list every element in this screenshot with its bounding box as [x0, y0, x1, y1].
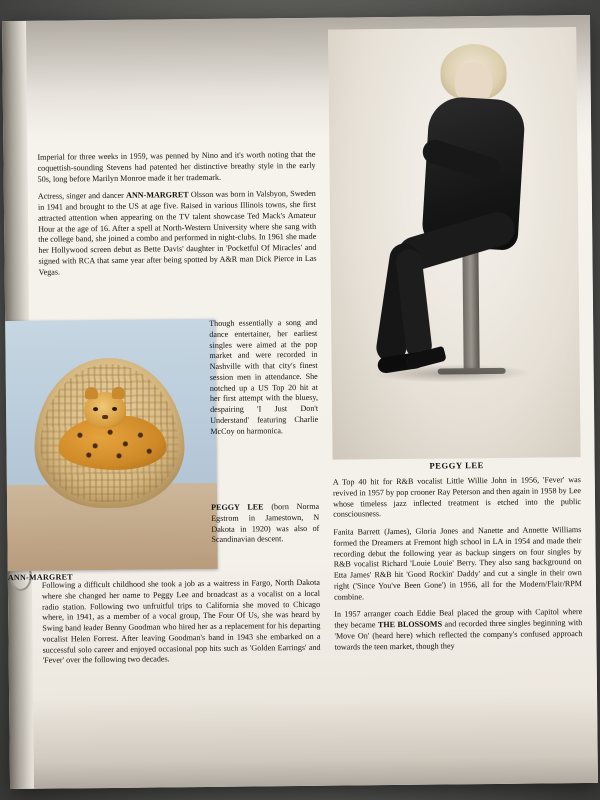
cheetah-nose [102, 415, 108, 419]
paragraph-imperial: Imperial for three weeks in 1959, was penned by Nino and it's worth noting that the coquettish-sounding Stevens had patented her distinctive breathy style in the early 50s, long before Marilyn Monroe made it her trademark. [37, 149, 316, 184]
paragraph-peggy-lee-intro: PEGGY LEE (born Norma Egstrom in Jamestown, N Dakota in 1920) was also of Scandinavian descent. [211, 501, 320, 545]
photo-shadow [372, 364, 532, 384]
paragraph-blossoms: In 1957 arranger coach Eddie Beal placed the group with Capitol where they became THE BLOSSOMS and recorded three singles beginning with 'Move On' (heard here) which reflected the company's confused approach towards the teen market, though they [334, 607, 583, 652]
photo-ann-margret [5, 319, 218, 571]
paragraph-peggy-lee-career: Following a difficult childhood she took a job as a waitress in Fargo, North Dakota where she changed her name to Peggy Lee and broadcast as a vocalist on a local radio station. Following two unfruitful trips to California she moved to Chicago where, in 1941, as a member of a vocal group, The Four Of Us, she was heard by Swing band leader Benny Goodman who hired her as a replacement for his departing vocalist Helen Forrest. After leaving Goodman's band in 1943 she embarked on a successful solo career and enjoyed occasional pop hits such as 'Golden Earrings' and 'Fever' over the following two decades. [41, 577, 321, 665]
left-column [37, 150, 316, 285]
caption-ann-margret: ANN-MARGRET [7, 572, 73, 583]
paragraph-fever: A Top 40 hit for R&B vocalist Little Willie John in 1956, 'Fever' was revived in 1957 by pop crooner Ray Peterson and then again in 1958 by Lee whose timeless jazz inflected treatment is etched into the public consciousness. [332, 475, 582, 519]
right-column [333, 475, 583, 660]
open-book [2, 15, 598, 789]
cheetah-eye-left [93, 407, 98, 411]
cheetah-ear-left [85, 387, 98, 399]
paragraph-ann-margret: Actress, singer and dancer ANN-MARGRET Olsson was born in Valsbyon, Sweden in 1941 and brought to the US at age five. Raised in various Illinois towns, she first attracted attention when appearing on the TV talent showcase Ted Mack's Amateur Hour at the age of 16. After a spell at North-Western University where she sang with the college band, she joined a combo and performed in night-clubs. In 1961 she made her Hollywood screen debut as Bette Davis' daughter in 'Pocketful Of Miracles' and signed with RCA that same year after being spotted by A&R man Dick Pierce in Las Vegas. [37, 189, 317, 277]
cheetah-head [84, 392, 126, 428]
paragraph-song-and-dance: Though essentially a song and dance entertainer, her earliest singles were aimed at the pop market and were recorded in Nashville with that city's finest session men in attendance. She notched up a US Top 20 hit at her first attempt with the bluesy, despairing 'I Just Don't Understand' featuring Charlie McCoy on harmonica. [209, 317, 319, 436]
cheetah-ear-right [112, 387, 125, 399]
page-content [7, 147, 589, 713]
photo-peggy-lee [328, 27, 580, 460]
caption-peggy-lee: PEGGY LEE [429, 460, 484, 471]
cheetah-eye-right [112, 407, 117, 411]
paragraph-dreamers: Fanita Barrett (James), Gloria Jones and Nanette and Annette Williams formed the Dreamers at Fremont high school in LA in 1954 and made their recording debut the following year as backup singers on four singles by R&B vocalist Richard 'Louie Louie' Berry. They also sang background on Etta James' R&B hit 'Good Rockin' Daddy' and cut a single in their own right ('Since You've Been Gone') in 1956, all for the Modern/Flair/RPM combine. [333, 525, 582, 602]
